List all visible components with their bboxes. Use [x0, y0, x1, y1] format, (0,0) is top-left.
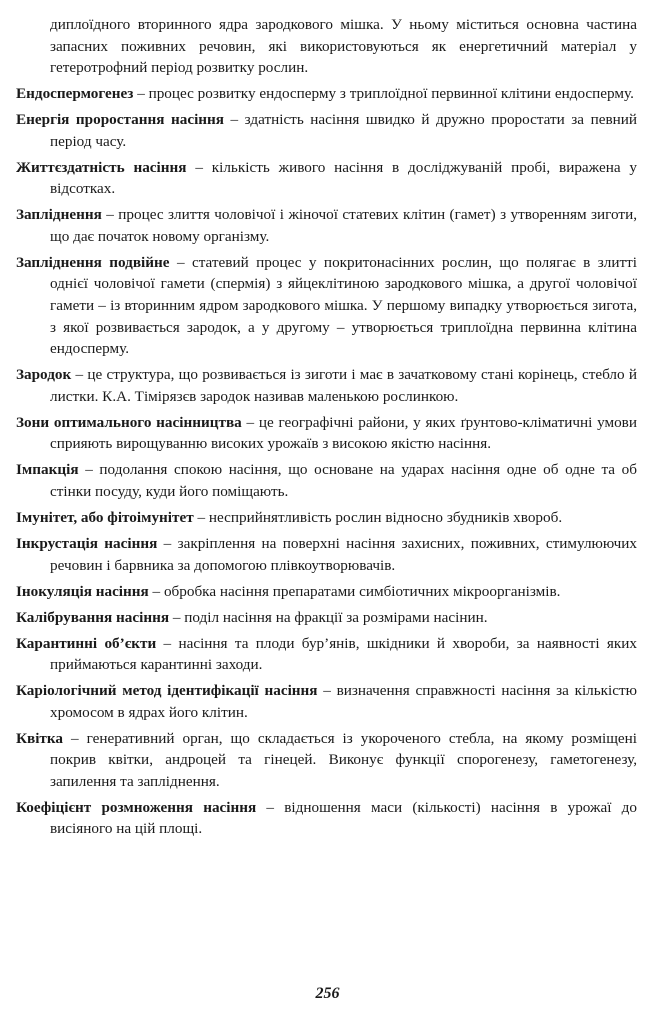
glossary-entry	[16, 83, 637, 105]
glossary-entry	[16, 533, 637, 576]
entry-term: Енергія проростання насіння	[16, 111, 225, 129]
entry-definition: – це географічні райони, у яких ґрунтово-кліматичні умови сприяють вирощуванню високих урожаїв з високою якістю насіння.	[50, 413, 637, 453]
entry-definition: – визначення справжності насіння за кількістю хромосом в ядрах його клітин.	[50, 682, 638, 721]
entry-definition: – статевий процес у покритонасінних рослин, що полягає в злитті однієї чоловічої гамети (спермія) з яйцеклітиною зародкового мішка, а другої чоловічої гамети – із вторинним ядром зародкового мішка. У першому випадку утворюється зигота, з якої розвивається зародок, а у другому – утворюється триплоїдна первинна клітина ендосперму.	[50, 253, 637, 358]
entry-definition: – подолання спокою насіння, що основане на ударах насіння одне об одне та об стінки посуду, куди його поміщають.	[50, 461, 637, 500]
entry-definition: – це структура, що розвивається із зиготи і має в зачатковому стані корінець, стебло й листки. К.А. Тімірязєв зародок називав маленькою рослинкою.	[50, 366, 637, 405]
glossary-entry	[16, 607, 637, 629]
entry-term: Імунітет, або фітоімунітет	[16, 508, 194, 526]
glossary-entry	[16, 364, 637, 407]
entry-definition: – насіння та плоди бур’янів, шкідники й хвороби, за наявності яких приймаються карантинні заходи.	[50, 634, 637, 674]
glossary-entry	[16, 252, 637, 360]
entry-term: Зародок	[16, 366, 72, 384]
entry-term: Квітка	[16, 729, 64, 747]
entry-term: Інокуляція насіння	[16, 582, 149, 600]
entry-definition: – закріплення на поверхні насіння захисних, поживних, стимулюючих речовин і барвника за допомогою плівкоутворювачів.	[50, 534, 637, 574]
glossary-entry	[16, 507, 637, 529]
entry-definition: – процес розвитку ендосперму з триплоїдної первинної клітини ендосперму.	[133, 85, 634, 103]
entry-term: Запліднення	[16, 206, 102, 224]
entry-term: Коефіцієнт розмноження насіння	[16, 798, 257, 816]
entry-definition: – процес злиття чоловічої і жіночої статевих клітин (гамет) з утворенням зиготи, що дає початок новому організму.	[50, 206, 637, 245]
glossary-entry	[16, 204, 637, 247]
page-number: 256	[315, 985, 340, 1002]
entry-definition: – поділ насіння на фракції за розмірами насінин.	[169, 608, 488, 626]
glossary-entry	[16, 459, 637, 502]
glossary-entry	[16, 109, 637, 152]
entry-term: Ендоспермогенез	[16, 85, 134, 103]
entry-term: Інкрустація насіння	[16, 534, 158, 552]
glossary-entry	[16, 797, 637, 840]
entry-term: Імпакція	[16, 461, 79, 479]
entry-definition: – несприйнятливість рослин відносно збудників хвороб.	[193, 508, 563, 526]
glossary-entry	[16, 581, 637, 603]
entry-definition: – обробка насіння препаратами симбіотичних мікроорганізмів.	[148, 582, 561, 600]
entry-definition: – здатність насіння швидко й дружно проростати за певний період часу.	[50, 111, 637, 150]
glossary-entries	[16, 14, 637, 840]
entry-term: Життєздатність насіння	[16, 158, 187, 176]
entry-term: Карантинні об’єкти	[16, 634, 157, 652]
entry-term: Калібрування насіння	[16, 608, 170, 626]
glossary-entry	[16, 412, 637, 455]
glossary-entry	[16, 157, 637, 200]
entry-definition: – генеративний орган, що складається із укороченого стебла, на якому розміщені покрив квітки, андроцей та гінецей. Виконує функції спорогенезу, гаметогенезу, запилення та запліднення.	[50, 729, 637, 790]
entry-definition: – кількість живого насіння в досліджуваній пробі, виражена у відсотках.	[50, 158, 637, 198]
entry-term: Каріологічний метод ідентифікації насіння	[16, 682, 318, 700]
entry-definition: – відношення маси (кількості) насіння в урожаї до висіяного на цій площі.	[50, 798, 637, 838]
glossary-entry	[16, 633, 637, 676]
entry-term: Запліднення подвійне	[16, 253, 170, 271]
entry-term: Зони оптимального насінництва	[16, 413, 242, 431]
glossary-entry	[16, 680, 637, 723]
glossary-entry	[16, 728, 637, 793]
intro-continuation: диплоїдного вторинного ядра зародкового мішка. У ньому міститься основна частина запасних поживних речовин, які використовуються як енергетичний матеріал у гетеротрофний період розвитку рослин.	[50, 16, 637, 77]
